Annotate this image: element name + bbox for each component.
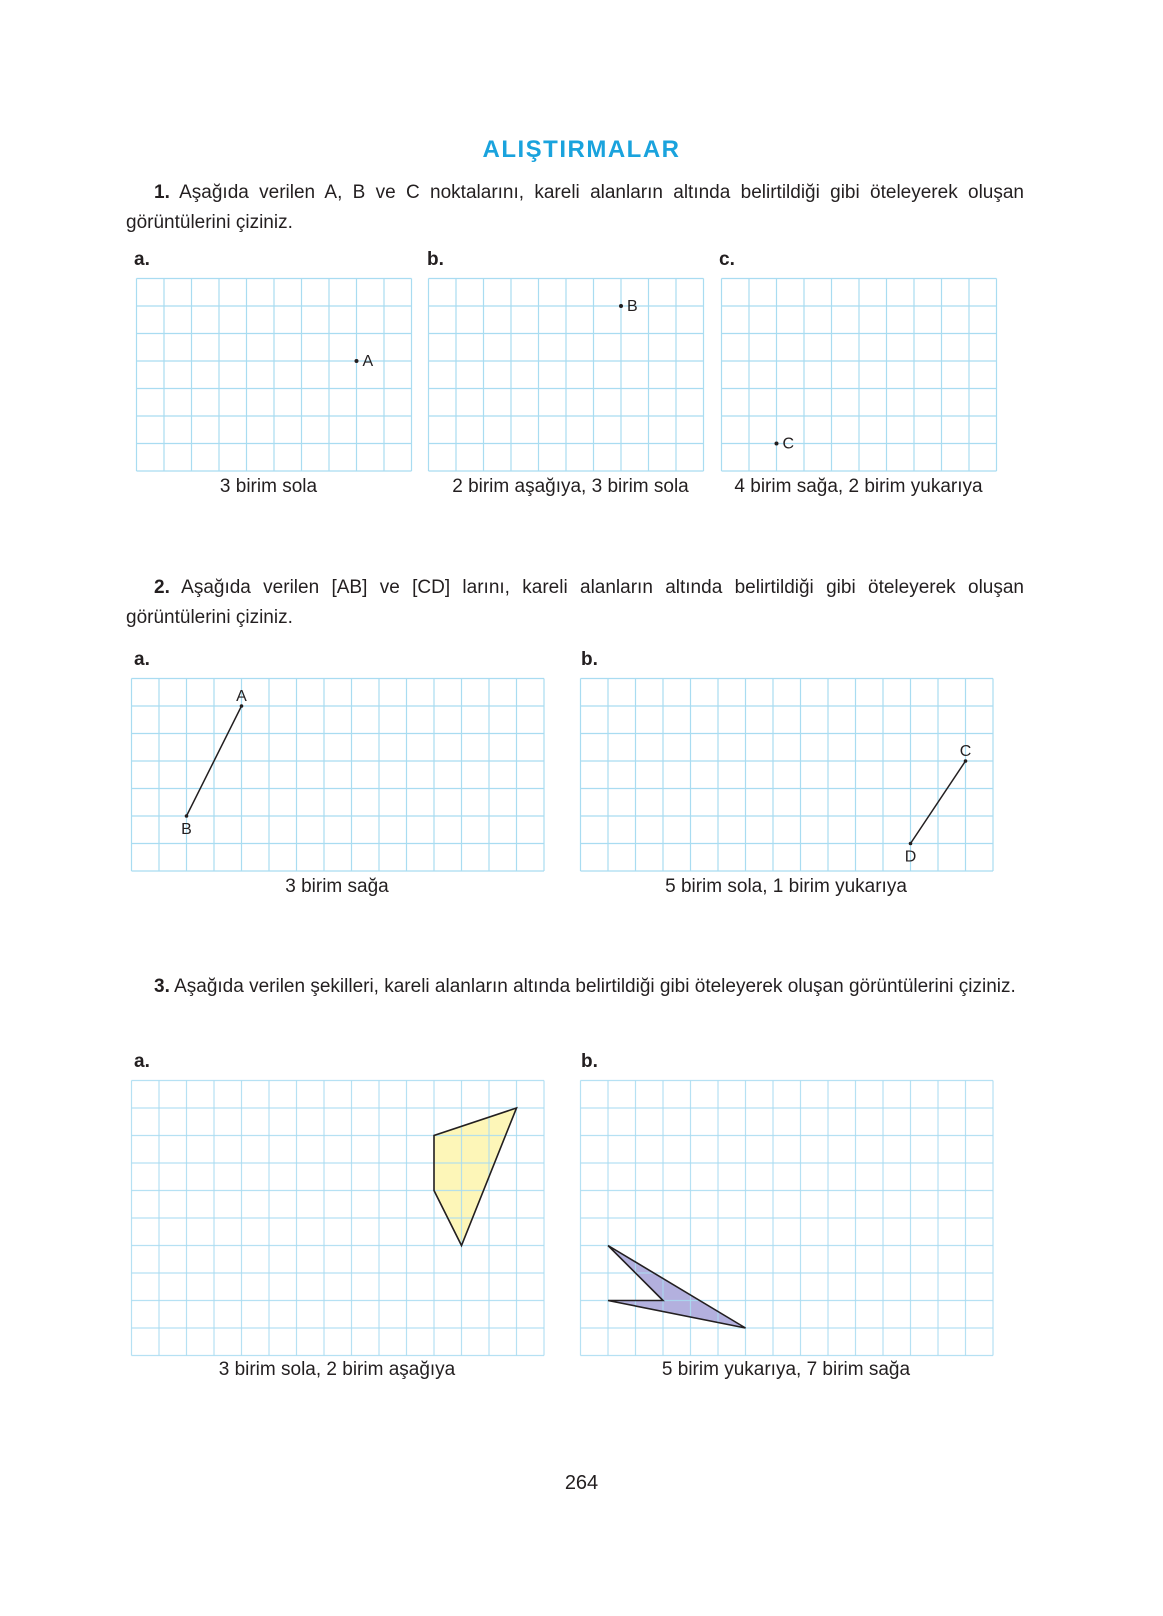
grid-canvas	[131, 678, 545, 872]
grid-canvas	[721, 278, 997, 472]
point-label-b: B	[627, 298, 638, 315]
exercise-2b-label: b.	[581, 649, 598, 670]
endpoint-label-d: D	[904, 848, 917, 866]
exercise-1-text	[126, 178, 1024, 238]
shape-fill	[434, 1108, 517, 1246]
point-b	[619, 304, 623, 308]
exercise-3-number: 3.	[154, 976, 170, 997]
caption-2a: 3 birim sağa	[285, 876, 389, 897]
grid-1b[interactable]	[428, 278, 704, 472]
endpoint-label-a: A	[236, 688, 247, 705]
exercise-2-number: 2.	[154, 577, 170, 598]
grid-canvas	[580, 1080, 994, 1356]
grid-2b[interactable]	[580, 678, 994, 872]
exercise-2a-label: a.	[134, 649, 150, 670]
grid-canvas	[580, 678, 994, 872]
caption-1a: 3 birim sola	[219, 476, 318, 497]
endpoint-d	[909, 842, 913, 846]
caption-3b: 5 birim yukarıya, 7 birim sağa	[661, 1359, 911, 1380]
caption-3a: 3 birim sola, 2 birim aşağıya	[218, 1359, 456, 1380]
caption-1b: 2 birim aşağıya, 3 birim sola	[452, 476, 689, 497]
endpoint-label-c: C	[959, 743, 972, 760]
endpoint-label-b: B	[181, 821, 192, 838]
page-title: ALIŞTIRMALAR	[482, 136, 681, 163]
exercise-2-instruction: Aşağıda verilen [AB] ve [CD] larını, kareli alanların altında belirtildiği gibi öteleyerek oluşan görüntülerini çiziniz.	[126, 577, 1024, 628]
point-c	[775, 442, 779, 446]
exercise-2-text	[126, 573, 1024, 633]
point-a	[355, 359, 359, 363]
grid-canvas	[136, 278, 412, 472]
exercise-1-number: 1.	[154, 182, 170, 203]
exercise-1c-label: c.	[719, 249, 735, 270]
grid-1c[interactable]	[721, 278, 997, 472]
exercise-1a-label: a.	[134, 249, 150, 270]
exercise-1-instruction: Aşağıda verilen A, B ve C noktalarını, kareli alanların altında belirtildiği gibi öteleyerek oluşan görüntülerini çiziniz.	[126, 182, 1024, 233]
page-number: 264	[564, 1472, 599, 1494]
grid-canvas	[131, 1080, 545, 1356]
grid-3a[interactable]	[131, 1080, 545, 1356]
point-label-c: C	[782, 435, 795, 453]
exercise-3b-label: b.	[581, 1051, 598, 1072]
grid-canvas	[428, 278, 704, 472]
exercise-3-instruction: Aşağıda verilen şekilleri, kareli alanların altında belirtildiği gibi öteleyerek oluşan görüntülerini çiziniz.	[174, 976, 1016, 997]
exercise-3a-label: a.	[134, 1051, 150, 1072]
grid-2a[interactable]	[131, 678, 545, 872]
exercise-1b-label: b.	[427, 249, 444, 270]
caption-1c: 4 birim sağa, 2 birim yukarıya	[734, 476, 983, 497]
grid-3b[interactable]	[580, 1080, 994, 1356]
caption-2b: 5 birim sola, 1 birim yukarıya	[665, 876, 907, 897]
endpoint-b	[185, 814, 189, 818]
shape-outline	[608, 1246, 746, 1329]
grid-1a[interactable]	[136, 278, 412, 472]
exercise-3-text	[126, 972, 1024, 1002]
point-label-a: A	[362, 353, 374, 370]
